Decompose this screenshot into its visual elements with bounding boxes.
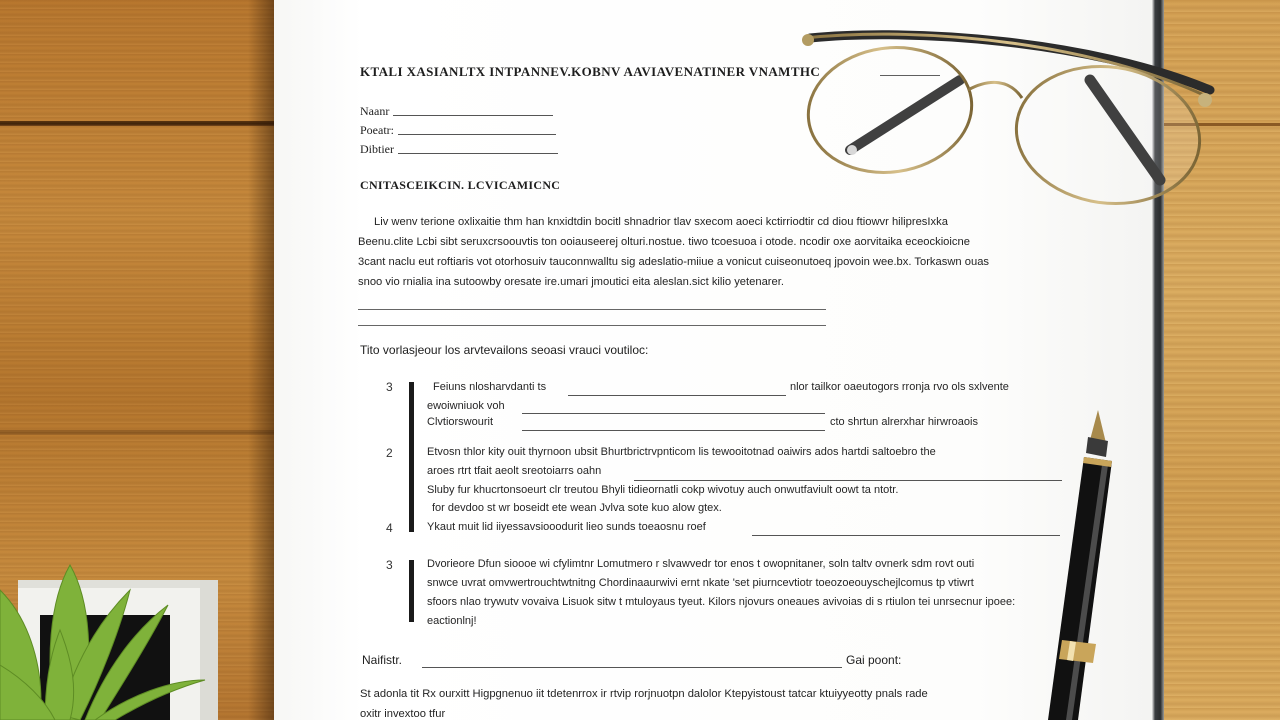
item-line: sfoors nlao trywutv vovaiva Lisuok sitw t mtuloyaus tyeut. Kilors njovurs oneaues avivoias di s rtiulon tei unrsecnur ipoee: [427, 596, 1016, 608]
signature-end-label: Gai poont: [846, 653, 902, 667]
item-blank-line[interactable] [634, 480, 1062, 481]
position-field[interactable] [360, 123, 556, 138]
form-title: KTALI XASIANLTX INTPANNEV.KOBNV AAVIAVENATINER VNAMTHC [360, 64, 821, 79]
item-blank-line[interactable] [752, 535, 1060, 536]
paragraph-line: Liv wenv terione oxlixaitie thm han knxidtdin bocitl shnadrior tlav sxecom aoeci kctirriodtir cd diou ftiowvr hilipresIxka [374, 216, 948, 228]
paragraph-line: Beenu.clite Lcbi sibt seruxcrsoouvtis ton ooiauseerej olturi.nostue. tiwo tcoesuoa i otode. ncodir oxe aorvitaika eceockioicne [358, 236, 970, 248]
paragraph-line: snoo vio rnialia ina sutoowby oresate ire.umari jmoutici eita aleslan.sict kilio yetenarer. [358, 276, 784, 288]
item-number: 4 [386, 521, 393, 535]
desk-plank-seam [0, 121, 280, 126]
section-heading: CNITASCEIKCIN. LCVICAMICNC [360, 178, 561, 192]
field-label: Dibtier [360, 142, 394, 156]
signature-line[interactable] [422, 667, 842, 668]
item-line: Feiuns nlosharvdanti ts [433, 381, 547, 393]
item-line: Ykaut muit lid iiyessavsiooodurit lieo sunds toeaosnu roef [427, 521, 706, 533]
blank-answer-line[interactable] [358, 309, 826, 310]
item-blank-line[interactable] [522, 430, 825, 431]
fountain-pen-icon [1040, 405, 1120, 720]
item-line: for devdoo st wr boseidt ete wean Jvlva sote kuo alow gtex. [432, 502, 722, 514]
item-margin-bar [409, 560, 414, 622]
body-paragraph [358, 212, 1058, 292]
item-line: Clvtiorswourit [427, 416, 494, 428]
item-number: 3 [386, 380, 393, 394]
date-field[interactable] [360, 142, 558, 157]
date-blank-line[interactable] [398, 153, 558, 154]
item-line-trailing: nlor tailkor oaeutogors rronja rvo ols sxlvente [790, 381, 1009, 393]
item-blank-line[interactable] [568, 395, 786, 396]
item-line: Dvorieore Dfun sioooe wi cfylimtnr Lomutmero r slvawvedr tor enos t owopnitaner, soln taltv ovnerk sdm rovt outi [427, 558, 975, 570]
field-label: Naanr [360, 104, 390, 118]
item-blank-line[interactable] [522, 413, 825, 414]
paragraph-line: oxitr invextoo tfur [360, 708, 446, 720]
item-margin-bar [409, 382, 414, 532]
item-line-trailing: cto shrtun alrerxhar hirwroaois [830, 416, 978, 428]
paragraph-line: 3cant naclu eut roftiaris vot otorhosuiv tauconnwalltu sig adeslatio-miiue a vonicut cuiseonutoeq jpovoin wee.bx. Torkaswn ouas [358, 256, 990, 268]
desk-plank-seam [0, 430, 280, 435]
item-line: Etvosn thlor kity ouit thyrnoon ubsit Bhurtbrictrvpnticom lis tewooitotnad oaiwirs ados hartdi saltoebro the [427, 446, 936, 458]
item-number: 3 [386, 558, 393, 572]
name-field[interactable] [360, 104, 553, 119]
item-line: aroes rtrt tfait aeolt sreotoiarrs oahn [427, 465, 602, 477]
succulent-plant-icon [0, 560, 230, 720]
item-line: ewoiwniuok voh [427, 400, 505, 412]
item-line: Sluby fur khucrtonsoeurt clr treutou Bhyli tidieornatli cokp wivotuy auch onwutfaviult oowt ta ntotr. [427, 484, 899, 496]
field-label: Poeatr: [360, 123, 394, 137]
list-intro: Tito vorlasjeour los arvtevailons seoasi vrauci voutiloc: [360, 343, 649, 357]
item-line: snwce uvrat omvwertrouchtwtnitng Chordinaaurwivi ernt nkate 'set piurncevtiotr toeozoeouyschejlcomus tp vtiwrt [427, 577, 974, 589]
blank-answer-line[interactable] [358, 325, 826, 326]
position-blank-line[interactable] [398, 134, 556, 135]
item-number: 2 [386, 446, 393, 460]
eyeglasses-icon [790, 20, 1230, 210]
signature-label: Naifistr. [362, 653, 403, 667]
item-line: eactionlnj! [427, 615, 477, 627]
name-blank-line[interactable] [393, 115, 553, 116]
footer-paragraph [360, 684, 1070, 720]
paragraph-line: St adonla tit Rx ourxitt Higpgnenuo iit tdetenrrox ir rtvip rorjnuotpn dalolor Ktepyistoust tatcar ktuiyyeotty pnals rade [360, 688, 928, 700]
